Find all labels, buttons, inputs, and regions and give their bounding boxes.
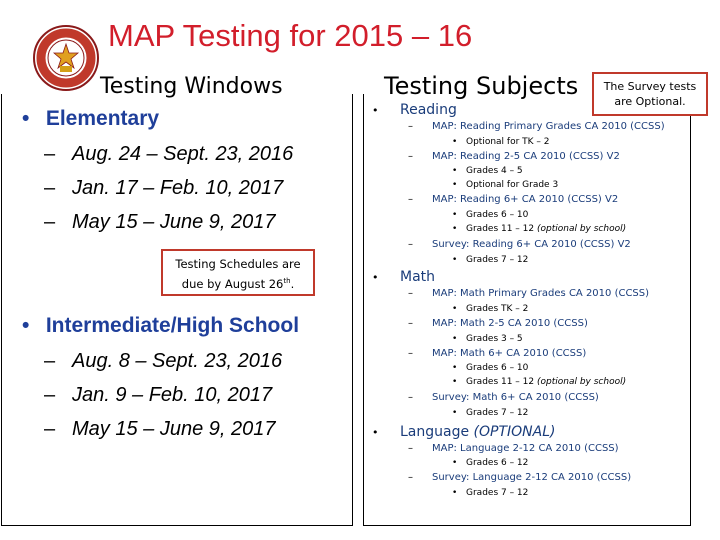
math-map-2-5: – MAP: Math 2-5 CA 2010 (CCSS) — [408, 318, 588, 329]
school-district-seal-icon — [32, 24, 100, 92]
reading-map-primary-grades: • Optional for TK – 2 — [452, 137, 550, 147]
elementary-heading: • Elementary — [22, 107, 160, 130]
reading-survey-grades: • Grades 7 – 12 — [452, 255, 529, 265]
elementary-window-3: – May 15 – June 9, 2017 — [44, 211, 276, 233]
language-map: – MAP: Language 2-12 CA 2010 (CCSS) — [408, 443, 619, 454]
secondary-window-2: – Jan. 9 – Feb. 10, 2017 — [44, 384, 273, 406]
reading-map-2-5-optional: • Optional for Grade 3 — [452, 180, 559, 190]
reading-map-primary: – MAP: Reading Primary Grades CA 2010 (CCSS) — [408, 121, 665, 132]
reading-map-2-5-grades: • Grades 4 – 5 — [452, 166, 523, 176]
secondary-window-1: – Aug. 8 – Sept. 23, 2016 — [44, 350, 283, 372]
page-title: MAP Testing for 2015 – 16 — [108, 18, 473, 53]
testing-subjects-header: Testing Subjects — [384, 72, 579, 100]
math-map-primary: – MAP: Math Primary Grades CA 2010 (CCSS) — [408, 288, 650, 299]
reading-map-6plus-optional: • Grades 11 – 12 (optional by school) — [452, 224, 627, 234]
reading-map-6plus-grades: • Grades 6 – 10 — [452, 210, 529, 220]
math-survey-grades: • Grades 7 – 12 — [452, 408, 529, 418]
math-map-6plus: – MAP: Math 6+ CA 2010 (CCSS) — [408, 348, 587, 359]
subject-math: • Math — [372, 269, 436, 285]
survey-optional-notice: The Survey tests are Optional. — [592, 72, 708, 116]
math-map-6plus-grades: • Grades 6 – 10 — [452, 363, 529, 373]
reading-map-6plus: – MAP: Reading 6+ CA 2010 (CCSS) V2 — [408, 194, 619, 205]
testing-schedules-notice: Testing Schedules are due by August 26th. — [161, 249, 315, 296]
language-survey: – Survey: Language 2-12 CA 2010 (CCSS) — [408, 472, 632, 483]
math-map-6plus-optional: • Grades 11 – 12 (optional by school) — [452, 377, 627, 387]
secondary-window-3: – May 15 – June 9, 2017 — [44, 418, 276, 440]
elementary-window-2: – Jan. 17 – Feb. 10, 2017 — [44, 177, 284, 199]
subject-language: • Language (OPTIONAL) — [372, 424, 556, 440]
reading-map-2-5: – MAP: Reading 2-5 CA 2010 (CCSS) V2 — [408, 151, 620, 162]
testing-windows-header: Testing Windows — [100, 74, 283, 99]
language-map-grades: • Grades 6 – 12 — [452, 458, 529, 468]
reading-survey: – Survey: Reading 6+ CA 2010 (CCSS) V2 — [408, 239, 631, 250]
math-map-primary-grades: • Grades TK – 2 — [452, 304, 529, 314]
subject-reading: • Reading — [372, 102, 457, 118]
math-survey: – Survey: Math 6+ CA 2010 (CCSS) — [408, 392, 599, 403]
math-map-2-5-grades: • Grades 3 – 5 — [452, 334, 523, 344]
secondary-heading: • Intermediate/High School — [22, 314, 300, 337]
elementary-window-1: – Aug. 24 – Sept. 23, 2016 — [44, 143, 294, 165]
language-survey-grades: • Grades 7 – 12 — [452, 488, 529, 498]
